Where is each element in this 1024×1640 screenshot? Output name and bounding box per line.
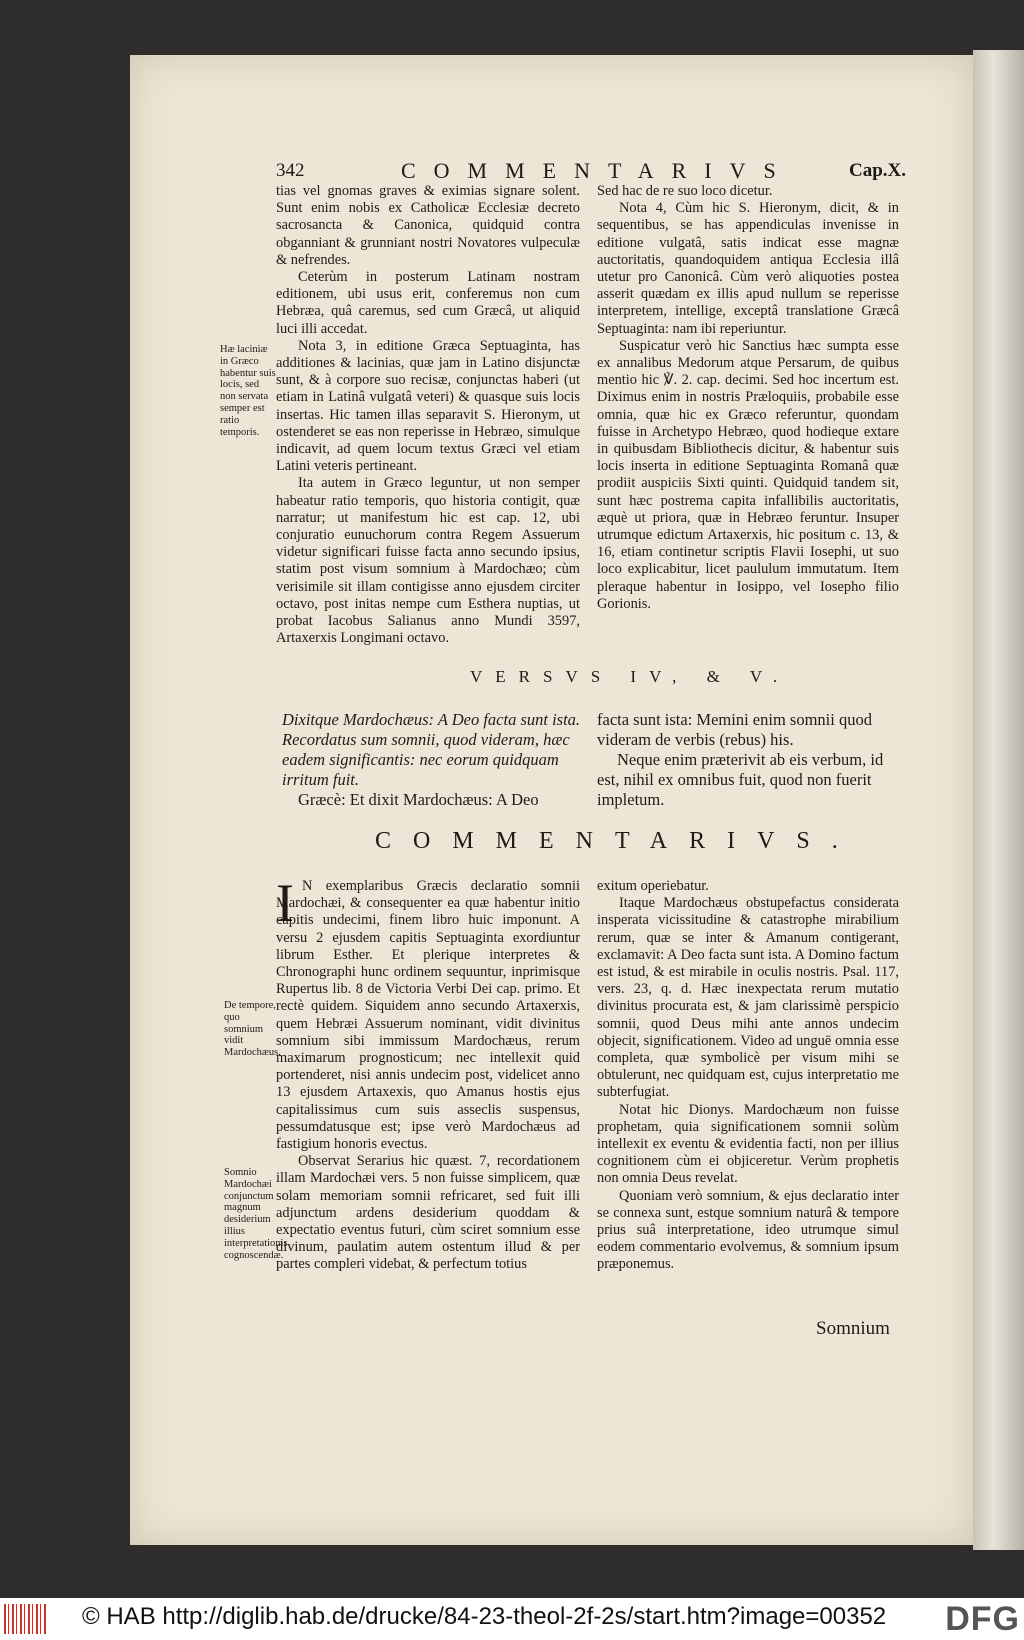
drop-cap: I bbox=[276, 873, 294, 933]
page-number: 342 bbox=[276, 160, 305, 181]
paragraph: Itaque Mardochæus obstupefactus considerata insperata vicissitudine & catastrophe mirabilium rerum, quæ se inter & Amanum contigerant, exclamavit: A Deo facta sunt ista. A Domino factum est istud, & est mirabile in oculis nostris. Psal. 117, vers. 23, q. d. Hæc inexpectata rerum mutatio divinitus procurata est, & jam clarissimè perspicio somnii, quod Deus mihi ante annos undecim objecit, significationem. Video ad unguē omnia esse completa, quæ symbolicè per visum mihi se obtulerunt, nec quidquam est, cujus interpretatio me subterfugiat. bbox=[597, 895, 899, 1101]
verse-left bbox=[282, 710, 582, 810]
running-head bbox=[276, 158, 906, 182]
commentarius-heading: COMMENTARIVS. bbox=[375, 828, 860, 854]
running-title: COMMENTARIVS bbox=[401, 158, 794, 183]
verse-explanation: Neque enim præterivit ab eis verbum, id est, nihil ex omnibus fuit, quod non fuerit impletum. bbox=[597, 750, 884, 809]
lower-right-column bbox=[597, 878, 899, 1274]
barcode-icon bbox=[4, 1604, 46, 1634]
paragraph: Nota 4, Cùm hic S. Hieronym, dicit, & in sequentibus, se has appendiculas invenisse in editione vulgatâ, satis indicat esse magnæ auctoritatis, quandoquidem antiqua Ecclesia illâ utetur pro Canonicâ. Cùm verò aliquoties postea asserit quædam ex illis apud nullum se reperisse interpretem, intellige, exceptâ translatione Græcâ Septuaginta: nam ibi reperiuntur. bbox=[597, 200, 899, 337]
paragraph: Sed hac de re suo loco dicetur. bbox=[597, 183, 773, 199]
verse-latin: Dixitque Mardochæus: A Deo facta sunt ista. Recordatus sum somnii, quod videram, hæc eadem significantis: nec eorum quidquam irritum fuit. bbox=[282, 710, 581, 789]
footer-bar bbox=[0, 1598, 1024, 1640]
verse-right bbox=[597, 710, 901, 810]
paragraph: exitum operiebatur. bbox=[597, 878, 709, 894]
paragraph: Ita autem in Græco leguntur, ut non semper habeatur ratio temporis, quo historia contigit, quæ narratur; ut manifestum hic est cap. 12, ubi conjuratio eunuchorum contra Regem Assuerum videtur significari fuisse facta anno secundo ipsius, statim post visum somnium à Mardochæo; cùm verisimile sit illam contigisse anno ejusdem circiter octavo, post initas nempe cum Esthera nuptias, ut probat Iacobus Salianus anno Mundi 3597, Artaxerxis Longimani octavo. bbox=[276, 475, 580, 647]
paragraph: N exemplaribus Græcis declaratio somnii Mardochæi, & consequenter ea quæ habentur initio capitis undecimi, finem libro huic imponunt. A versu 2 ejusdem capitis Septuaginta exordiuntur librum Esther. Et plerique interpretes & Chronographi hunc ordinem sequuntur, inprimisque Rupertus lib. 8 de Victoria Verbi Dei cap. primo. Et rectè quidem. Siquidem anno secundo Artaxerxis, quem Hebræi Assuerum nominant, vidit divinitus somnium sibi immissum Mardochæus, rerum maximarum prognosticum; nec intellexit quid portenderet, nisi annis undecim post, videlicet anno 13 ejusdem Artaxexis, quo Amanus hostis ejus capitalissimus cum suis asseclis suspensus, pessumdatusque est; ipse verò Mardochæus ad fastigium honoris evectus. bbox=[276, 878, 580, 1153]
lower-left-column bbox=[276, 873, 580, 1274]
margin-note: De tempore, quo somnium vidit Mardochæus. bbox=[224, 1000, 281, 1059]
paragraph: Ceterùm in posterum Latinam nostram editionem, ubi usus erit, conferemus non cum Hebræa, quâ caremus, sed cum Græcâ, ut aliquid luci illi accedat. bbox=[276, 269, 580, 337]
margin-note: Hæ laciniæ in Græco habentur suis locis, sed non servata semper est ratio temporis. bbox=[220, 344, 276, 438]
verse-greek-cont: facta sunt ista: Memini enim somnii quod videram de verbis (rebus) his. bbox=[597, 710, 872, 749]
paragraph: Observat Serarius hic quæst. 7, recordationem illam Mardochæi vers. 5 non fuisse simplicem, quæ solam memoriam somnii refricaret, sed fuit illi adjunctum ardens desiderium quoddam & expectatio eventus futuri, cùm sciret somnium esse divinum, paulatim autem ostentum illud & per partes compleri videbat, & perfectum totius bbox=[276, 1153, 580, 1273]
paragraph: Notat hic Dionys. Mardochæum non fuisse prophetam, quia significationem somnii solùm intellexit ex eventu & evidentia facti, non per illius cognitionem cùm ei objiceretur. Verùm prophetis non omnia Deus revelat. bbox=[597, 1101, 899, 1187]
paragraph: Suspicatur verò hic Sanctius hæc sumpta esse ex annalibus Medorum atque Persarum, de quibus mentio hic ℣. 2. cap. decimi. Sed hoc incertum est. Diximus enim in nostris Præloquiis, probabile esse omnia, quæ hic ex Græco referuntur, quondam fuisse in Archetypo Hebræo, quod hodieque extare in quibusdam Bibliothecis dicitur, & habentur suis locis inserta in editione Septuaginta Romanâ quæ prodiit auspiciis Sixti quinti. Quidquid tandem sit, sunt hæc postrema capita infallibilis auctoritatis, æquè ut priora, quæ in Hebræo feruntur. Insuper utrumque edictum Artaxerxis, hic positum c. 13, & 16, etiam continetur scriptis Flavii Iosephi, ut suo loco explicabitur, licet paululum immutatum. Item pleraque habentur in Iosippo, vel Iosepho filio Gorionis. bbox=[597, 337, 899, 612]
dfg-logo: DFG bbox=[945, 1600, 1020, 1638]
margin-note: Somnio Mardochæi conjunctum magnum desiderium illius interpretationis cognoscendæ. bbox=[224, 1167, 288, 1261]
upper-right-column bbox=[597, 183, 899, 613]
verse-greek-start: Græcè: Et dixit Mardochæus: A Deo bbox=[298, 790, 539, 809]
paragraph: Nota 3, in editione Græca Septuaginta, has additiones & lacinias, quæ jam in Latino disjunctæ sunt, & à corpore suo recisæ, conjunctas haberi (ut etiam in Latinâ vulgatâ veteri) & quasque suis locis insertas. Hic tamen illas separavit S. Hieronym, ut ostenderet se eas non reperisse in Hebræo, simulque indicavit, ad quem locum textus Græci vel etiam Latini veteris pertineant. bbox=[276, 337, 580, 475]
paragraph: Quoniam verò somnium, & ejus declaratio inter se connexa sunt, estque somnium naturâ & tempore prius suâ interpretatione, ideo utrumque simul eodem commentario evolvemus, & somnium ipsum præponemus. bbox=[597, 1187, 899, 1273]
section-heading: VERSVS IV, & V. bbox=[470, 667, 791, 686]
catchword: Somnium bbox=[816, 1318, 890, 1339]
chapter-label: Cap.X. bbox=[848, 160, 906, 181]
page-edge bbox=[973, 50, 1024, 1550]
footer-url[interactable]: © HAB http://diglib.hab.de/drucke/84-23-theol-2f-2s/start.htm?image=00352 bbox=[82, 1603, 887, 1630]
upper-left-column bbox=[276, 183, 580, 647]
paragraph: tias vel gnomas graves & eximias signare solent. Sunt enim nobis ex Catholicæ Ecclesiæ decreto sacrosancta & Canonica, quidquid contra obganniant & grunniant nostri Novatores vulpeculæ & nefrendes. bbox=[276, 183, 580, 268]
